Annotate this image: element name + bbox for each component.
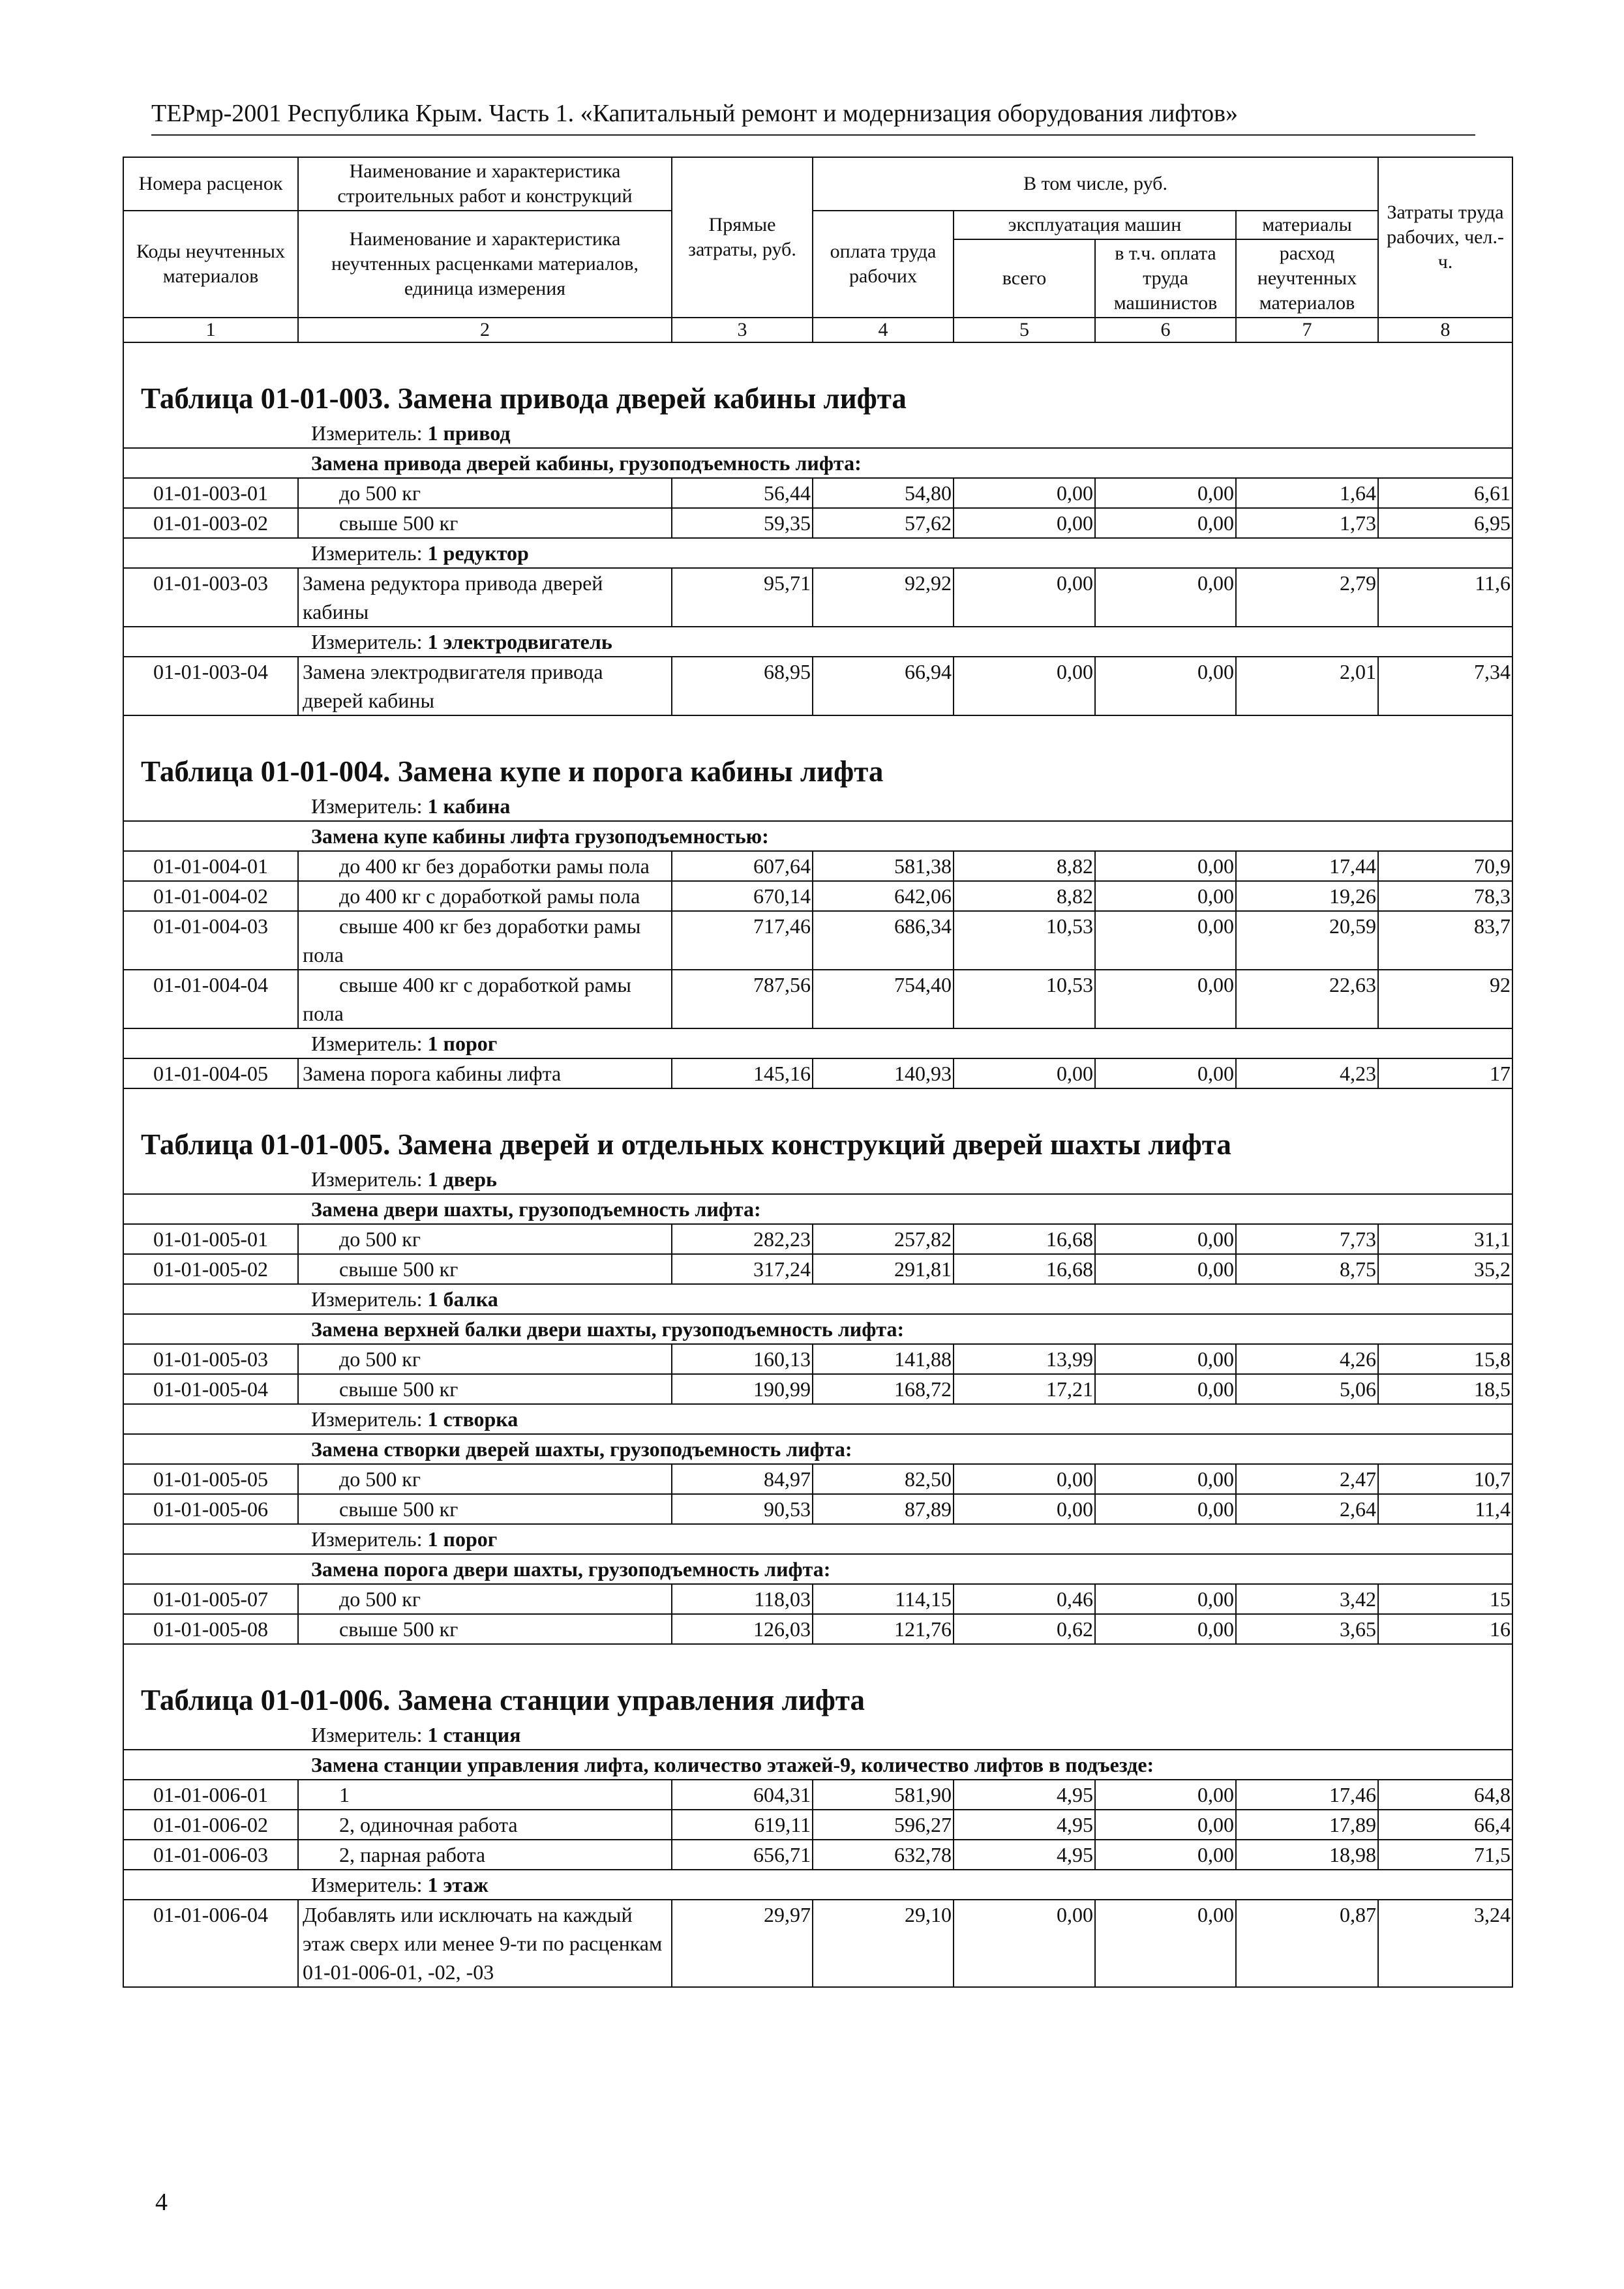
worker-pay: 686,34	[813, 911, 954, 970]
labor-hours: 64,8	[1378, 1780, 1512, 1810]
machines-total: 0,00	[954, 478, 1095, 508]
labor-hours: 17	[1378, 1058, 1512, 1088]
header-work-name: Наименование и характеристика строительных работ и конструкций	[298, 157, 672, 211]
machines-total: 0,00	[954, 1464, 1095, 1494]
direct-costs: 160,13	[672, 1344, 813, 1374]
worker-pay: 92,92	[813, 568, 954, 627]
group-title: Замена купе кабины лифта грузоподъемностью:	[123, 821, 1512, 851]
section-title: Таблица 01-01-004. Замена купе и порога кабины лифта	[123, 751, 1512, 792]
labor-hours: 16	[1378, 1614, 1512, 1644]
rate-code: 01-01-005-04	[123, 1374, 298, 1404]
machinist-pay: 0,00	[1095, 1374, 1236, 1404]
machines-total: 0,00	[954, 508, 1095, 538]
rate-code: 01-01-004-01	[123, 851, 298, 881]
header-material-names: Наименование и характеристика неучтенных расценками материалов, единица измерения	[298, 211, 672, 318]
work-name: Замена редуктора привода дверей кабины	[298, 568, 672, 627]
machinist-pay: 0,00	[1095, 657, 1236, 715]
header-labor-hours: Затраты труда рабочих, чел.-ч.	[1378, 157, 1512, 318]
labor-hours: 70,9	[1378, 851, 1512, 881]
machinist-pay: 0,00	[1095, 911, 1236, 970]
table-row	[123, 1840, 1512, 1870]
running-title: ТЕРмр-2001 Республика Крым. Часть 1. «Капитальный ремонт и модернизация оборудования лифтов»	[151, 100, 1239, 127]
work-name: 1	[298, 1780, 672, 1810]
rate-code: 01-01-006-03	[123, 1840, 298, 1870]
worker-pay: 596,27	[813, 1810, 954, 1840]
worker-pay: 66,94	[813, 657, 954, 715]
section-title-row	[123, 1680, 1512, 1720]
worker-pay: 632,78	[813, 1840, 954, 1870]
work-name: до 400 кг без доработки рамы пола	[298, 851, 672, 881]
work-name: 2, парная работа	[298, 1840, 672, 1870]
worker-pay: 57,62	[813, 508, 954, 538]
materials-cost: 5,06	[1236, 1374, 1378, 1404]
rate-code: 01-01-004-04	[123, 970, 298, 1028]
machines-total: 4,95	[954, 1810, 1095, 1840]
table-row	[123, 1780, 1512, 1810]
direct-costs: 68,95	[672, 657, 813, 715]
worker-pay: 82,50	[813, 1464, 954, 1494]
materials-cost: 3,42	[1236, 1584, 1378, 1614]
rate-code: 01-01-005-02	[123, 1254, 298, 1284]
section-title: Таблица 01-01-006. Замена станции управления лифта	[123, 1680, 1512, 1720]
measure-row	[123, 1870, 1512, 1900]
worker-pay: 87,89	[813, 1494, 954, 1524]
materials-cost: 3,65	[1236, 1614, 1378, 1644]
group-title: Замена двери шахты, грузоподъемность лифта:	[123, 1194, 1512, 1224]
rates-table	[123, 157, 1513, 1988]
direct-costs: 29,97	[672, 1900, 813, 1987]
group-row	[123, 448, 1512, 478]
page-number: 4	[155, 2189, 168, 2216]
work-name: до 500 кг	[298, 1584, 672, 1614]
table-row	[123, 657, 1512, 715]
group-row	[123, 1314, 1512, 1344]
table-row	[123, 1614, 1512, 1644]
labor-hours: 83,7	[1378, 911, 1512, 970]
direct-costs: 604,31	[672, 1780, 813, 1810]
table-row	[123, 911, 1512, 970]
measure-value: 1 привод	[427, 421, 511, 445]
rate-code: 01-01-005-08	[123, 1614, 298, 1644]
header-worker-pay: оплата труда рабочих	[813, 211, 954, 318]
measure-label: Измеритель:	[311, 630, 423, 653]
column-number: 6	[1095, 318, 1236, 342]
section-title-row	[123, 1124, 1512, 1165]
machinist-pay: 0,00	[1095, 970, 1236, 1028]
machinist-pay: 0,00	[1095, 478, 1236, 508]
direct-costs: 670,14	[672, 881, 813, 911]
group-title: Замена привода дверей кабины, грузоподъемность лифта:	[123, 448, 1512, 478]
materials-cost: 2,01	[1236, 657, 1378, 715]
header-rule	[151, 134, 1475, 136]
table-row	[123, 1900, 1512, 1987]
measure-value: 1 створка	[427, 1407, 519, 1431]
table-row	[123, 508, 1512, 538]
materials-cost: 18,98	[1236, 1840, 1378, 1870]
header-direct-costs: Прямые затраты, руб.	[672, 157, 813, 318]
work-name: свыше 500 кг	[298, 1254, 672, 1284]
machines-total: 8,82	[954, 851, 1095, 881]
measure-row	[123, 1720, 1512, 1750]
measure-label: Измеритель:	[311, 1723, 423, 1746]
measure-row	[123, 627, 1512, 657]
rate-code: 01-01-003-01	[123, 478, 298, 508]
section-gap	[123, 1644, 1512, 1680]
group-row	[123, 1194, 1512, 1224]
materials-cost: 1,64	[1236, 478, 1378, 508]
machinist-pay: 0,00	[1095, 1584, 1236, 1614]
section-title: Таблица 01-01-005. Замена дверей и отдельных конструкций дверей шахты лифта	[123, 1124, 1512, 1165]
rate-code: 01-01-006-02	[123, 1810, 298, 1840]
direct-costs: 90,53	[672, 1494, 813, 1524]
rate-code: 01-01-005-07	[123, 1584, 298, 1614]
work-name: свыше 500 кг	[298, 1614, 672, 1644]
measure-label: Измеритель:	[311, 1287, 423, 1311]
materials-cost: 22,63	[1236, 970, 1378, 1028]
labor-hours: 11,6	[1378, 568, 1512, 627]
direct-costs: 190,99	[672, 1374, 813, 1404]
labor-hours: 35,2	[1378, 1254, 1512, 1284]
machinist-pay: 0,00	[1095, 1900, 1236, 1987]
work-name: Замена порога кабины лифта	[298, 1058, 672, 1088]
labor-hours: 66,4	[1378, 1810, 1512, 1840]
section-title: Таблица 01-01-003. Замена привода дверей кабины лифта	[123, 378, 1512, 419]
measure-value: 1 порог	[427, 1527, 498, 1551]
section-gap	[123, 715, 1512, 751]
worker-pay: 140,93	[813, 1058, 954, 1088]
header-including: В том числе, руб.	[813, 157, 1378, 211]
column-number: 4	[813, 318, 954, 342]
materials-cost: 4,26	[1236, 1344, 1378, 1374]
machines-total: 0,00	[954, 1900, 1095, 1987]
direct-costs: 95,71	[672, 568, 813, 627]
labor-hours: 3,24	[1378, 1900, 1512, 1987]
direct-costs: 56,44	[672, 478, 813, 508]
column-number: 5	[954, 318, 1095, 342]
direct-costs: 145,16	[672, 1058, 813, 1088]
measure-value: 1 балка	[427, 1287, 498, 1311]
machinist-pay: 0,00	[1095, 568, 1236, 627]
materials-cost: 7,73	[1236, 1224, 1378, 1254]
table-row	[123, 1464, 1512, 1494]
direct-costs: 656,71	[672, 1840, 813, 1870]
machinist-pay: 0,00	[1095, 1344, 1236, 1374]
machinist-pay: 0,00	[1095, 1810, 1236, 1840]
machines-total: 10,53	[954, 911, 1095, 970]
rate-code: 01-01-004-05	[123, 1058, 298, 1088]
measure-row	[123, 1284, 1512, 1314]
direct-costs: 717,46	[672, 911, 813, 970]
direct-costs: 84,97	[672, 1464, 813, 1494]
table-row	[123, 1344, 1512, 1374]
table-header	[123, 157, 1512, 342]
table-row	[123, 1810, 1512, 1840]
worker-pay: 29,10	[813, 1900, 954, 1987]
labor-hours: 71,5	[1378, 1840, 1512, 1870]
materials-cost: 2,64	[1236, 1494, 1378, 1524]
machinist-pay: 0,00	[1095, 1614, 1236, 1644]
column-number: 2	[298, 318, 672, 342]
worker-pay: 121,76	[813, 1614, 954, 1644]
direct-costs: 118,03	[672, 1584, 813, 1614]
direct-costs: 317,24	[672, 1254, 813, 1284]
measure-value: 1 порог	[427, 1032, 498, 1055]
header-rate-numbers: Номера расценок	[123, 157, 298, 211]
worker-pay: 54,80	[813, 478, 954, 508]
machinist-pay: 0,00	[1095, 881, 1236, 911]
table-row	[123, 970, 1512, 1028]
measure-value: 1 кабина	[427, 794, 511, 818]
rate-code: 01-01-005-06	[123, 1494, 298, 1524]
table-row	[123, 478, 1512, 508]
group-row	[123, 821, 1512, 851]
group-title: Замена створки дверей шахты, грузоподъемность лифта:	[123, 1434, 1512, 1464]
machines-total: 0,46	[954, 1584, 1095, 1614]
column-number: 3	[672, 318, 813, 342]
worker-pay: 114,15	[813, 1584, 954, 1614]
measure-value: 1 станция	[427, 1723, 521, 1746]
materials-cost: 20,59	[1236, 911, 1378, 970]
rate-code: 01-01-005-05	[123, 1464, 298, 1494]
table-row	[123, 1494, 1512, 1524]
labor-hours: 11,4	[1378, 1494, 1512, 1524]
table-row	[123, 568, 1512, 627]
measure-label: Измеритель:	[311, 1032, 423, 1055]
measure-label: Измеритель:	[311, 541, 423, 565]
work-name: Замена электродвигателя привода дверей кабины	[298, 657, 672, 715]
direct-costs: 59,35	[672, 508, 813, 538]
machines-total: 0,00	[954, 657, 1095, 715]
work-name: до 500 кг	[298, 1224, 672, 1254]
header-machine-operation: эксплуатация машин	[954, 211, 1236, 239]
machines-total: 4,95	[954, 1840, 1095, 1870]
machines-total: 0,00	[954, 1058, 1095, 1088]
section-title-row	[123, 751, 1512, 792]
labor-hours: 6,95	[1378, 508, 1512, 538]
work-name: до 400 кг с доработкой рамы пола	[298, 881, 672, 911]
machines-total: 0,00	[954, 568, 1095, 627]
worker-pay: 168,72	[813, 1374, 954, 1404]
materials-cost: 2,79	[1236, 568, 1378, 627]
machinist-pay: 0,00	[1095, 1780, 1236, 1810]
worker-pay: 581,38	[813, 851, 954, 881]
work-name: 2, одиночная работа	[298, 1810, 672, 1840]
work-name: до 500 кг	[298, 1344, 672, 1374]
measure-row	[123, 792, 1512, 821]
materials-cost: 1,73	[1236, 508, 1378, 538]
rate-code: 01-01-003-02	[123, 508, 298, 538]
group-row	[123, 1434, 1512, 1464]
machinist-pay: 0,00	[1095, 1224, 1236, 1254]
materials-cost: 17,46	[1236, 1780, 1378, 1810]
measure-label: Измеритель:	[311, 1873, 423, 1896]
measure-row	[123, 1028, 1512, 1058]
group-title: Замена станции управления лифта, количество этажей-9, количество лифтов в подъезде:	[123, 1750, 1512, 1780]
worker-pay: 257,82	[813, 1224, 954, 1254]
work-name: свыше 400 кг без доработки рамы пола	[298, 911, 672, 970]
machines-total: 0,62	[954, 1614, 1095, 1644]
work-name: до 500 кг	[298, 478, 672, 508]
table-row	[123, 1224, 1512, 1254]
section-title-row	[123, 378, 1512, 419]
group-row	[123, 1554, 1512, 1584]
rate-code: 01-01-003-03	[123, 568, 298, 627]
measure-row	[123, 419, 1512, 448]
materials-cost: 17,44	[1236, 851, 1378, 881]
measure-row	[123, 538, 1512, 568]
machinist-pay: 0,00	[1095, 851, 1236, 881]
labor-hours: 92	[1378, 970, 1512, 1028]
measure-row	[123, 1404, 1512, 1434]
rate-code: 01-01-004-03	[123, 911, 298, 970]
machines-total: 16,68	[954, 1254, 1095, 1284]
header-unaccounted-materials: расход неучтенных материалов	[1236, 239, 1378, 318]
machinist-pay: 0,00	[1095, 1464, 1236, 1494]
materials-cost: 2,47	[1236, 1464, 1378, 1494]
machines-total: 17,21	[954, 1374, 1095, 1404]
measure-value: 1 этаж	[427, 1873, 489, 1896]
materials-cost: 17,89	[1236, 1810, 1378, 1840]
machines-total: 8,82	[954, 881, 1095, 911]
group-row	[123, 1750, 1512, 1780]
measure-row	[123, 1165, 1512, 1194]
header-materials: материалы	[1236, 211, 1378, 239]
labor-hours: 18,5	[1378, 1374, 1512, 1404]
direct-costs: 619,11	[672, 1810, 813, 1840]
labor-hours: 78,3	[1378, 881, 1512, 911]
machinist-pay: 0,00	[1095, 1840, 1236, 1870]
machines-total: 16,68	[954, 1224, 1095, 1254]
header-machinist-pay: в т.ч. оплата труда машинистов	[1095, 239, 1236, 318]
labor-hours: 15,8	[1378, 1344, 1512, 1374]
table-body	[123, 342, 1512, 1987]
rate-code: 01-01-005-01	[123, 1224, 298, 1254]
group-title: Замена порога двери шахты, грузоподъемность лифта:	[123, 1554, 1512, 1584]
group-title: Замена верхней балки двери шахты, грузоподъемность лифта:	[123, 1314, 1512, 1344]
section-gap	[123, 1088, 1512, 1124]
worker-pay: 291,81	[813, 1254, 954, 1284]
section-gap	[123, 342, 1512, 378]
labor-hours: 7,34	[1378, 657, 1512, 715]
labor-hours: 15	[1378, 1584, 1512, 1614]
measure-label: Измеритель:	[311, 1407, 423, 1431]
work-name: свыше 500 кг	[298, 1374, 672, 1404]
materials-cost: 0,87	[1236, 1900, 1378, 1987]
measure-label: Измеритель:	[311, 1167, 423, 1191]
column-number: 1	[123, 318, 298, 342]
measure-label: Измеритель:	[311, 1527, 423, 1551]
table-row	[123, 881, 1512, 911]
materials-cost: 19,26	[1236, 881, 1378, 911]
work-name: до 500 кг	[298, 1464, 672, 1494]
machines-total: 13,99	[954, 1344, 1095, 1374]
header-machines-total: всего	[954, 239, 1095, 318]
machines-total: 10,53	[954, 970, 1095, 1028]
labor-hours: 31,1	[1378, 1224, 1512, 1254]
work-name: свыше 400 кг с доработкой рамы пола	[298, 970, 672, 1028]
machines-total: 4,95	[954, 1780, 1095, 1810]
column-number: 8	[1378, 318, 1512, 342]
measure-label: Измеритель:	[311, 794, 423, 818]
direct-costs: 787,56	[672, 970, 813, 1028]
materials-cost: 8,75	[1236, 1254, 1378, 1284]
direct-costs: 126,03	[672, 1614, 813, 1644]
worker-pay: 141,88	[813, 1344, 954, 1374]
rate-code: 01-01-005-03	[123, 1344, 298, 1374]
table-row	[123, 1584, 1512, 1614]
table-row	[123, 851, 1512, 881]
machines-total: 0,00	[954, 1494, 1095, 1524]
table-row	[123, 1374, 1512, 1404]
measure-value: 1 электродвигатель	[427, 630, 612, 653]
work-name: свыше 500 кг	[298, 1494, 672, 1524]
measure-value: 1 редуктор	[427, 541, 529, 565]
worker-pay: 754,40	[813, 970, 954, 1028]
rate-code: 01-01-006-01	[123, 1780, 298, 1810]
worker-pay: 581,90	[813, 1780, 954, 1810]
table-row	[123, 1058, 1512, 1088]
work-name: Добавлять или исключать на каждый этаж сверх или менее 9-ти по расценкам 01-01-006-01, -02, -03	[298, 1900, 672, 1987]
labor-hours: 6,61	[1378, 478, 1512, 508]
work-name: свыше 500 кг	[298, 508, 672, 538]
rate-code: 01-01-003-04	[123, 657, 298, 715]
machinist-pay: 0,00	[1095, 1494, 1236, 1524]
measure-value: 1 дверь	[427, 1167, 497, 1191]
column-number: 7	[1236, 318, 1378, 342]
rate-code: 01-01-004-02	[123, 881, 298, 911]
labor-hours: 10,7	[1378, 1464, 1512, 1494]
table-row	[123, 1254, 1512, 1284]
measure-row	[123, 1524, 1512, 1554]
materials-cost: 4,23	[1236, 1058, 1378, 1088]
machinist-pay: 0,00	[1095, 1254, 1236, 1284]
machinist-pay: 0,00	[1095, 1058, 1236, 1088]
measure-label: Измеритель:	[311, 421, 423, 445]
worker-pay: 642,06	[813, 881, 954, 911]
direct-costs: 607,64	[672, 851, 813, 881]
direct-costs: 282,23	[672, 1224, 813, 1254]
rate-code: 01-01-006-04	[123, 1900, 298, 1987]
machinist-pay: 0,00	[1095, 508, 1236, 538]
header-material-codes: Коды неучтенных материалов	[123, 211, 298, 318]
